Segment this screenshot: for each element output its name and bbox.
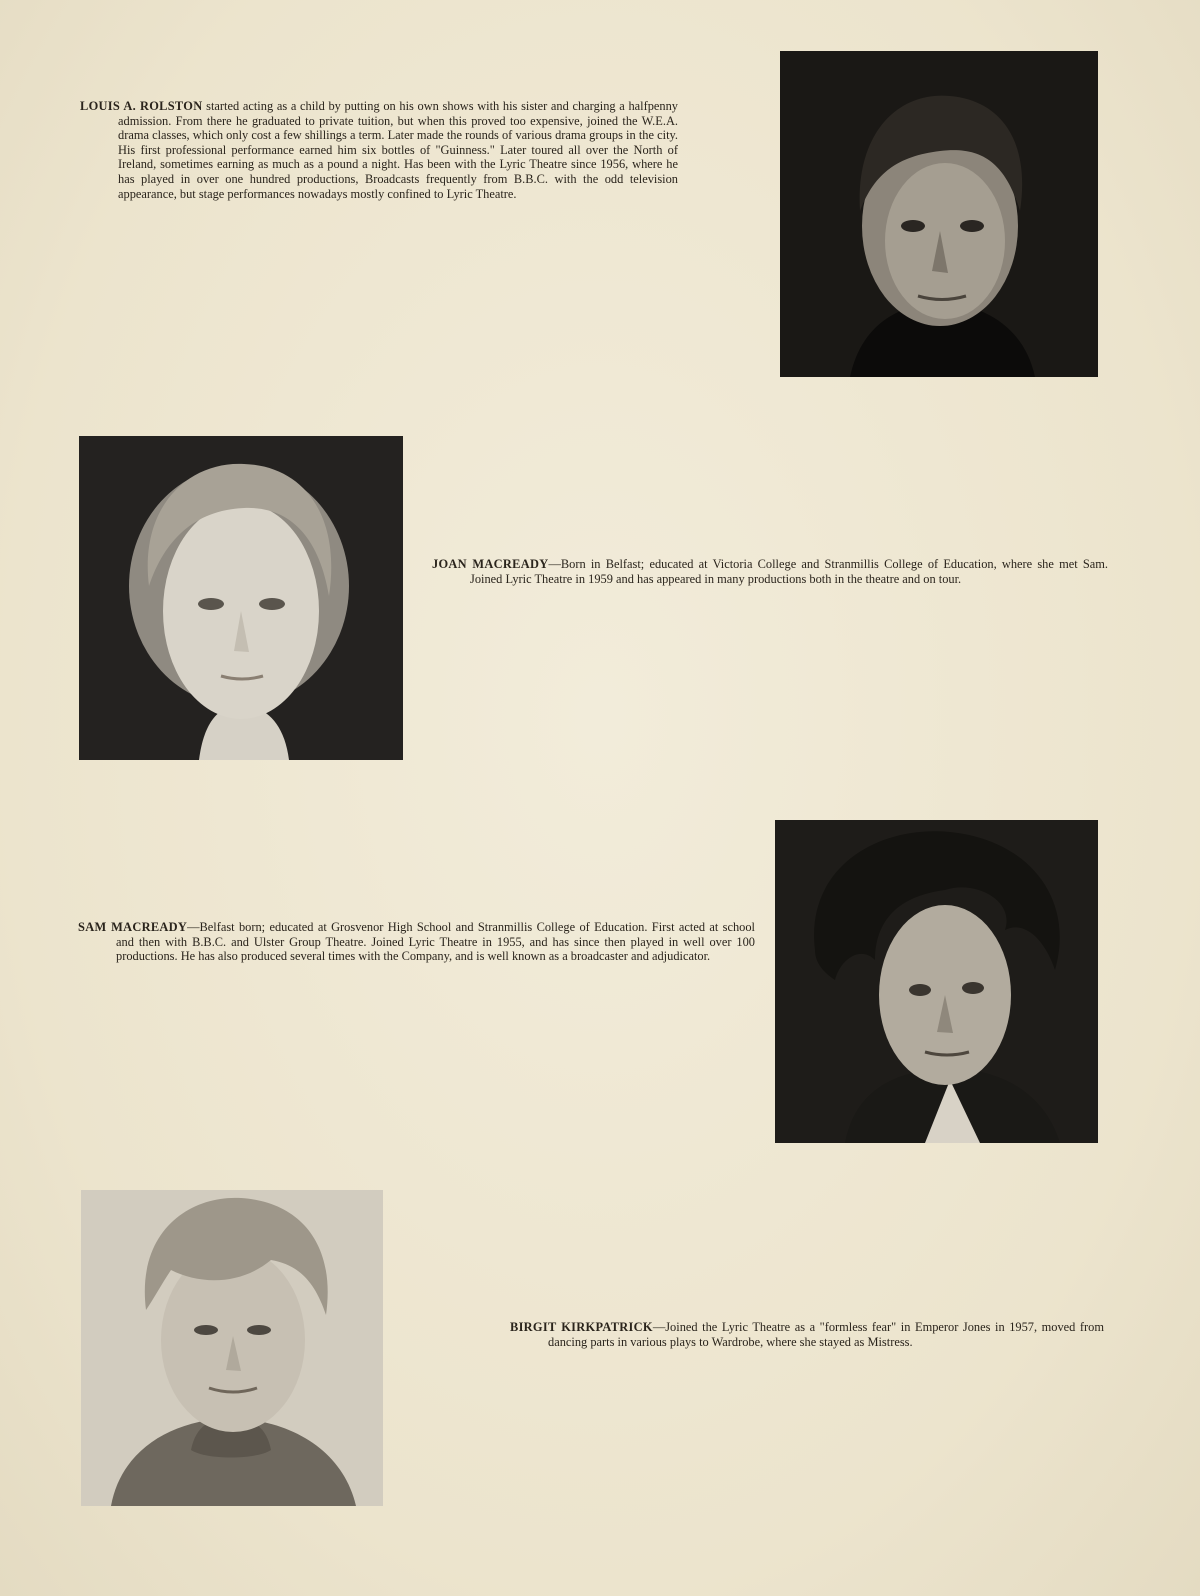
bio-joan-macready bbox=[432, 557, 1108, 586]
bio-louis-rolston bbox=[80, 99, 678, 201]
bio-sam-macready bbox=[78, 920, 755, 964]
portrait-birgit-kirkpatrick bbox=[81, 1190, 383, 1506]
bio-birgit-kirkpatrick bbox=[510, 1320, 1104, 1349]
portrait-joan-macready bbox=[79, 436, 403, 760]
bio-text: —Joined the Lyric Theatre as a "formless fear" in Emperor Jones in 1957, moved from dancing parts in various plays to Wardrobe, where she stayed as Mistress. bbox=[548, 1320, 1104, 1349]
portrait-louis-rolston bbox=[780, 51, 1098, 377]
bio-name: LOUIS A. ROLSTON bbox=[80, 99, 203, 113]
bio-text: —Born in Belfast; educated at Victoria College and Stranmillis College of Education, where she met Sam. Joined Lyric Theatre in 1959 and has appeared in many productions both in the theatre and on tour. bbox=[470, 557, 1108, 586]
bio-name: SAM MACREADY bbox=[78, 920, 188, 934]
bio-name: BIRGIT KIRKPATRICK bbox=[510, 1320, 653, 1334]
portrait-sam-macready bbox=[775, 820, 1098, 1143]
bio-text: —Belfast born; educated at Grosvenor High School and Stranmillis College of Education. First acted at school and then with B.B.C. and Ulster Group Theatre. Joined Lyric Theatre in 1955, and has since then played in well over 100 productions. He has also produced several times with the Company, and is well known as a broadcaster and adjudicator. bbox=[116, 920, 755, 964]
bio-name: JOAN MACREADY bbox=[432, 557, 549, 571]
bio-text: started acting as a child by putting on his own shows with his sister and charging a halfpenny admission. From there he graduated to private tuition, but when this proved too expensive, joined the W.E.A. drama classes, which only cost a few shillings a term. Later made the rounds of various drama groups in the city. His first professional performance earned him six bottles of "Guinness." Later toured all over the North of Ireland, sometimes earning as much as a pound a night. Has been with the Lyric Theatre since 1956, where he has played in over one hundred productions, Broadcasts frequently from B.B.C. with the odd television appearance, but stage performances nowadays mostly confined to Lyric Theatre. bbox=[118, 99, 679, 201]
